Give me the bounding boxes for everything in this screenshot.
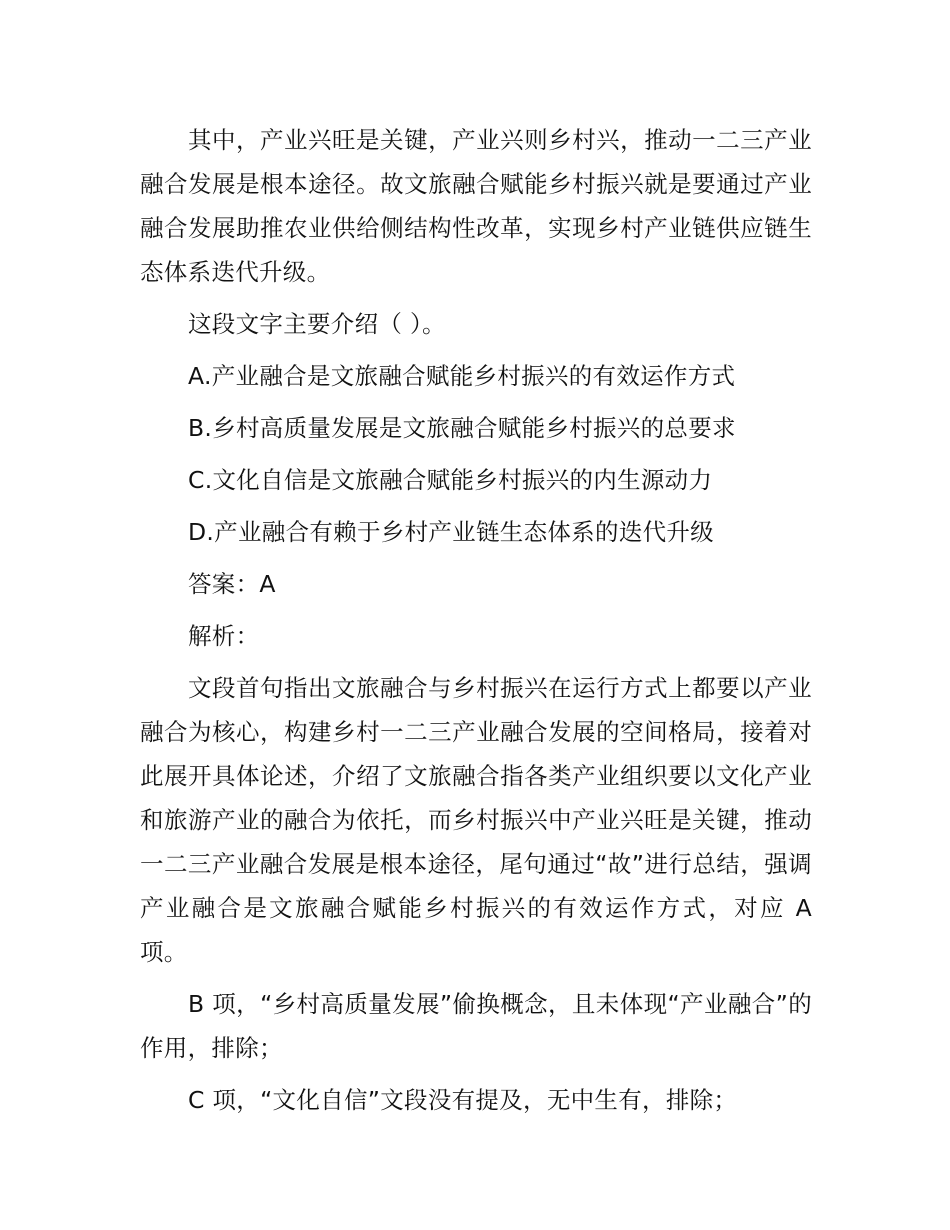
analysis-option-b: B 项，“乡村高质量发展”偷换概念，且未体现“产业融合”的作用，排除； — [140, 990, 812, 1062]
option-a: A.产业融合是文旅融合赋能乡村振兴的有效运作方式 — [188, 362, 736, 390]
analysis-option-c: C 项，“文化自信”文段没有提及，无中生有，排除； — [188, 1086, 738, 1114]
question-stem: 这段文字主要介绍（ ）。 — [188, 310, 446, 338]
option-d: D.产业融合有赖于乡村产业链生态体系的迭代升级 — [188, 518, 714, 546]
intro-paragraph: 其中，产业兴旺是关键，产业兴则乡村兴，推动一二三产业融合发展是根本途径。故文旅融合赋能乡村振兴就是要通过产业融合发展助推农业供给侧结构性改革，实现乡村产业链供应链生态体系迭代升级。 — [140, 126, 812, 286]
analysis-label: 解析： — [188, 622, 260, 650]
analysis-main-paragraph: 文段首句指出文旅融合与乡村振兴在运行方式上都要以产业融合为核心，构建乡村一二三产业融合发展的空间格局，接着对此展开具体论述，介绍了文旅融合指各类产业组织要以文化产业和旅游产业的融合为依托，而乡村振兴中产业兴旺是关键，推动一二三产业融合发展是根本途径，尾句通过“故”进行总结，强调产业融合是文旅融合赋能乡村振兴的有效运作方式，对应 A 项。 — [140, 674, 812, 966]
document-body — [140, 118, 812, 1122]
answer-line: 答案：A — [188, 570, 276, 598]
option-b: B.乡村高质量发展是文旅融合赋能乡村振兴的总要求 — [188, 414, 736, 442]
option-c: C.文化自信是文旅融合赋能乡村振兴的内生源动力 — [188, 466, 713, 494]
